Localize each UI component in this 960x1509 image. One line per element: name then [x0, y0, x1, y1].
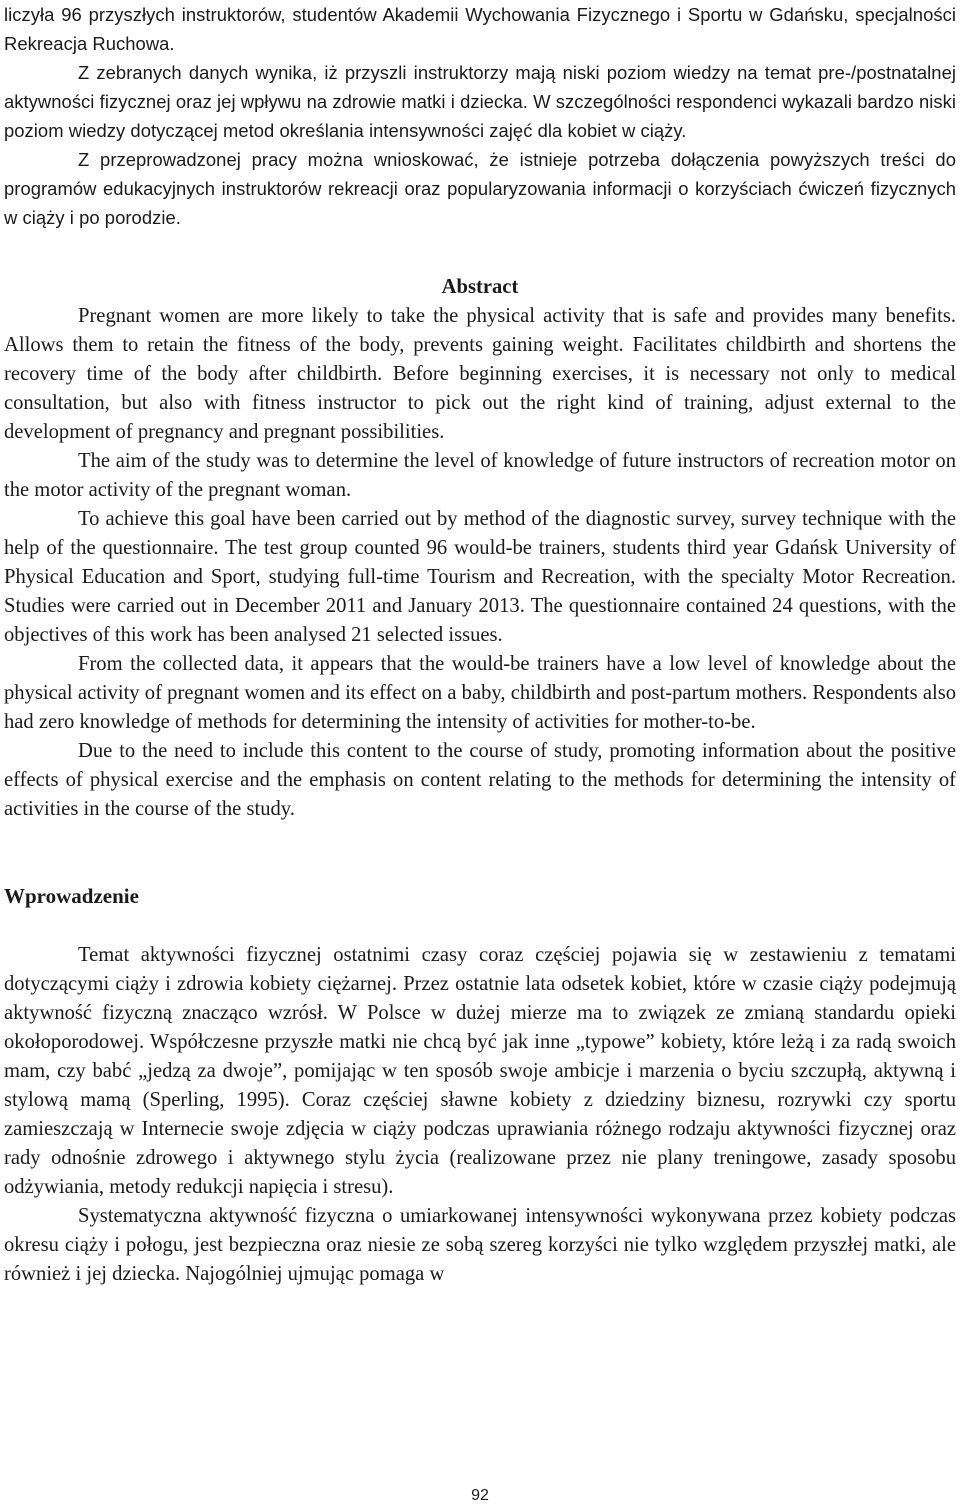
introduction-section [4, 882, 956, 1289]
abstract-paragraph: Due to the need to include this content to the course of study, promoting information about the positive effects of physical exercise and the emphasis on content relating to the methods for determining the intensity of activities in the course of the study. [4, 740, 956, 820]
document-page [4, 0, 956, 1289]
introduction-paragraph: Temat aktywności fizycznej ostatnimi czasy coraz częściej pojawia się w zestawieniu z tematami dotyczącymi ciąży i zdrowia kobiety ciężarnej. Przez ostatnie lata odsetek kobiet, które w czasie ciąży podejmują aktywność fizyczną znacząco wzrósł. W Polsce w dużej mierze ma to związek ze zmianą standardu opieki okołoporodowej. Współczesne przyszłe matki nie chcą być jak inne „typowe” kobiety, które leżą i za radą swoich mam, czy babć „jedzą za dwoje”, pomijając w ten sposób swoje ambicje i marzenia o byciu szczupłą, aktywną i stylową mamą (Sperling, 1995). Coraz częściej sławne kobiety z dziedziny biznesu, rozrywki czy sportu zamieszczają w Internecie swoje zdjęcia w ciąży podczas uprawiania różnego rodzaju aktywności fizycznej oraz rady odnośnie zdrowego i aktywnego stylu życia (realizowane przez nie plany treningowe, zasady sposobu odżywiania, metody redukcji napięcia i stresu). [4, 944, 956, 1198]
summary-paragraph-conclusion: Z przeprowadzonej pracy można wnioskować, że istnieje potrzeba dołączenia powyższych treści do programów edukacyjnych instruktorów rekreacji oraz popularyzowania informacji o korzyściach ćwiczeń fizycznych w ciąży i po porodzie. [4, 149, 956, 228]
spacer [4, 232, 956, 273]
page-number: 92 [471, 1487, 489, 1504]
spacer [4, 911, 956, 941]
abstract-paragraph: To achieve this goal have been carried out by method of the diagnostic survey, survey technique with the help of the questionnaire. The test group counted 96 would-be trainers, students third year Gdańsk University of Physical Education and Sport, studying full-time Tourism and Recreation, with the specialty Motor Recreation. Studies were carried out in December 2011 and January 2013. The questionnaire contained 24 questions, with the objectives of this work has been analysed 21 selected issues. [4, 508, 956, 646]
summary-paragraph-continued: liczyła 96 przyszłych instruktorów, studentów Akademii Wychowania Fizycznego i Sportu w Gdańsku, specjalności Rekreacja Ruchowa. [4, 4, 956, 54]
introduction-paragraph: Systematyczna aktywność fizyczna o umiarkowanej intensywności wykonywana przez kobiety podczas okresu ciąży i połogu, jest bezpieczna oraz niesie ze sobą szereg korzyści nie tylko względem przyszłej matki, ale również i jej dziecka. Najogólniej ujmując pomaga w [4, 1205, 956, 1285]
abstract-paragraph: From the collected data, it appears that the would-be trainers have a low level of knowledge about the physical activity of pregnant women and its effect on a baby, childbirth and post-partum mothers. Respondents also had zero knowledge of methods for determining the intensity of activities for mother-to-be. [4, 653, 956, 733]
abstract-paragraph: The aim of the study was to determine the level of knowledge of future instructors of recreation motor on the motor activity of the pregnant woman. [4, 450, 956, 501]
spacer [4, 824, 956, 882]
abstract-section [4, 273, 956, 824]
polish-summary-section [4, 0, 956, 232]
abstract-paragraph: Pregnant women are more likely to take the physical activity that is safe and provides many benefits. Allows them to retain the fitness of the body, prevents gaining weight. Facilitates childbirth and shortens the recovery time of the body after childbirth. Before beginning exercises, it is necessary not only to medical consultation, but also with fitness instructor to pick out the right kind of training, adjust external to the development of pregnancy and pregnant possibilities. [4, 305, 956, 443]
abstract-heading: Abstract [441, 276, 519, 298]
introduction-heading: Wprowadzenie [4, 884, 139, 908]
summary-paragraph-findings: Z zebranych danych wynika, iż przyszli instruktorzy mają niski poziom wiedzy na temat pre-/postnatalnej aktywności fizycznej oraz jej wpływu na zdrowie matki i dziecka. W szczególności respondenci wykazali bardzo niski poziom wiedzy dotyczącej metod określania intensywności zajęć dla kobiet w ciąży. [4, 62, 956, 141]
